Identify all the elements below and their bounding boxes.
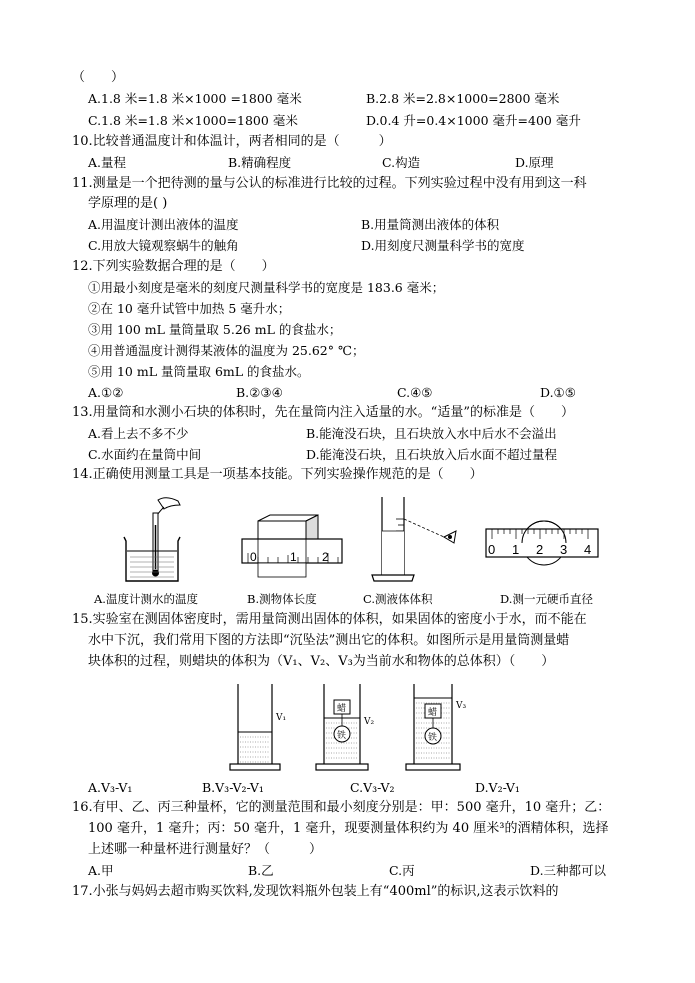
q11-stem-line1: 11.测量是一个把待测的量与公认的标准进行比较的过程。下列实验过程中没有用到这一科 bbox=[72, 176, 587, 191]
q12-stem: 12.下列实验数据合理的是（ ） bbox=[72, 259, 275, 274]
label-v2: V₂ bbox=[364, 717, 375, 727]
figure-thermometer-beaker bbox=[118, 495, 208, 585]
cylinder-v3 bbox=[406, 684, 466, 770]
iron-label-2: 铁 bbox=[337, 731, 347, 741]
q14-caption-c: C.测液体体积 bbox=[363, 592, 433, 606]
figure-cylinder-eye bbox=[368, 495, 468, 587]
q15-option-d: D.V₂-V₁ bbox=[475, 780, 520, 795]
q11-option-a: A.用温度计测出液体的温度 bbox=[88, 217, 239, 232]
q13-option-a: A.看上去不多不少 bbox=[88, 426, 189, 441]
iron-label-3: 铁 bbox=[428, 733, 438, 743]
ruler-d-label-1: 1 bbox=[512, 542, 520, 557]
q12-item-1: ①用最小刻度是毫米的刻度尺测量科学书的宽度是 183.6 毫米； bbox=[88, 280, 445, 295]
q14-caption-a: A.温度计测水的温度 bbox=[94, 592, 198, 606]
ruler-b-label-1: 1 bbox=[290, 550, 297, 564]
q16-stem-line1: 16.有甲、乙、丙三种量杯，它的测量范围和最小刻度分别是：甲：500 毫升，10 毫升；乙： bbox=[72, 800, 611, 815]
label-v1: V₁ bbox=[276, 713, 287, 723]
q15-stem-line2: 水中下沉，我们常用下图的方法即“沉坠法”测出它的体积。如图所示是用量筒测量蜡 bbox=[88, 633, 570, 648]
figure-ruler-coin bbox=[484, 515, 604, 585]
q17-stem: 17.小张与妈妈去超市购买饮料,发现饮料瓶外包装上有“400ml”的标识,这表示饮料的 bbox=[72, 884, 559, 899]
q12-option-a: A.①② bbox=[88, 385, 124, 400]
cylinder-v1 bbox=[230, 684, 286, 770]
q9-option-c: C.1.8 米=1.8 米×1000=1800 毫米 bbox=[88, 113, 298, 128]
figure-sinker-method bbox=[228, 680, 478, 778]
q12-item-5: ⑤用 10 mL 量筒量取 6mL 的食盐水。 bbox=[88, 364, 310, 379]
q15-stem-line3: 块体积的过程，则蜡块的体积为（V₁、V₂、V₃为当前水和物体的总体积）（ ） bbox=[88, 654, 555, 669]
ruler-d-label-3: 3 bbox=[560, 542, 568, 557]
q10-option-a: A.量程 bbox=[88, 155, 127, 170]
q16-option-d: D.三种都可以 bbox=[530, 863, 607, 878]
q15-option-b: B.V₃-V₂-V₁ bbox=[202, 780, 264, 795]
q14-caption-b: B.测物体长度 bbox=[247, 592, 317, 606]
q13-option-d: D.能淹没石块，且石块放入后水面不超过量程 bbox=[306, 447, 558, 462]
wax-label-2: 蜡 bbox=[337, 704, 347, 714]
label-v3: V₃ bbox=[456, 701, 467, 711]
q16-stem-line3: 上述哪一种量杯进行测量好？（ ） bbox=[88, 842, 323, 857]
q11-option-c: C.用放大镜观察蜗牛的触角 bbox=[88, 238, 239, 253]
q10-option-b: B.精确程度 bbox=[228, 155, 292, 170]
q10-option-c: C.构造 bbox=[382, 155, 421, 170]
q15-option-a: A.V₃-V₁ bbox=[88, 780, 133, 795]
figure-ruler-block bbox=[236, 515, 346, 585]
q13-stem: 13.用量筒和水测小石块的体积时，先在量筒内注入适量的水。“适量”的标准是（ ） bbox=[72, 405, 574, 420]
q14-stem: 14.正确使用测量工具是一项基本技能。下列实验操作规范的是（ ） bbox=[72, 467, 483, 482]
q9-option-a: A.1.8 米=1.8 米×1000 =1800 毫米 bbox=[88, 91, 302, 106]
q10-option-d: D.原理 bbox=[515, 155, 554, 170]
q13-option-c: C.水面约在量筒中间 bbox=[88, 447, 202, 462]
q16-stem-line2: 100 毫升，1 毫升；丙：50 毫升，1 毫升，现要测量体积约为 40 厘米³的酒精体积，选择 bbox=[88, 821, 609, 836]
q9-option-d: D.0.4 升=0.4×1000 毫升=400 毫升 bbox=[366, 113, 581, 128]
q13-option-b: B.能淹没石块，且石块放入水中后水不会溢出 bbox=[306, 426, 557, 441]
q16-option-c: C.丙 bbox=[389, 863, 415, 878]
ruler-b-label-2: 2 bbox=[322, 550, 329, 564]
ruler-d-label-4: 4 bbox=[584, 542, 592, 557]
q9-answer-bracket: （ ） bbox=[72, 70, 125, 85]
cylinder-v2 bbox=[316, 684, 374, 770]
ruler-b-label-0: 0 bbox=[250, 550, 257, 564]
q15-option-c: C.V₃-V₂ bbox=[350, 780, 395, 795]
ruler-d-label-0: 0 bbox=[488, 542, 496, 557]
q15-stem-line1: 15.实验室在测固体密度时，需用量筒测出固体的体积，如果固体的密度小于水，而不能在 bbox=[72, 612, 587, 627]
q16-option-a: A.甲 bbox=[88, 863, 114, 878]
q12-option-c: C.④⑤ bbox=[397, 385, 433, 400]
q11-option-b: B.用量筒测出液体的体积 bbox=[361, 217, 500, 232]
q11-stem-line2: 学原理的是( ) bbox=[88, 196, 168, 211]
q11-option-d: D.用刻度尺测量科学书的宽度 bbox=[361, 238, 525, 253]
q12-option-d: D.①⑤ bbox=[540, 385, 576, 400]
q12-item-2: ②在 10 毫升试管中加热 5 毫升水； bbox=[88, 301, 291, 316]
q14-caption-d: D.测一元硬币直径 bbox=[500, 592, 593, 606]
q12-item-4: ④用普通温度计测得某液体的温度为 25.62° ℃； bbox=[88, 343, 365, 358]
q9-option-b: B.2.8 米=2.8×1000=2800 毫米 bbox=[366, 91, 560, 106]
wax-label-3: 蜡 bbox=[428, 708, 438, 718]
q10-stem: 10.比较普通温度计和体温计，两者相同的是（ ） bbox=[72, 134, 392, 149]
q16-option-b: B.乙 bbox=[248, 863, 274, 878]
q12-option-b: B.②③④ bbox=[236, 385, 283, 400]
ruler-d-label-2: 2 bbox=[536, 542, 544, 557]
q12-item-3: ③用 100 mL 量筒量取 5.26 mL 的食盐水； bbox=[88, 322, 342, 337]
